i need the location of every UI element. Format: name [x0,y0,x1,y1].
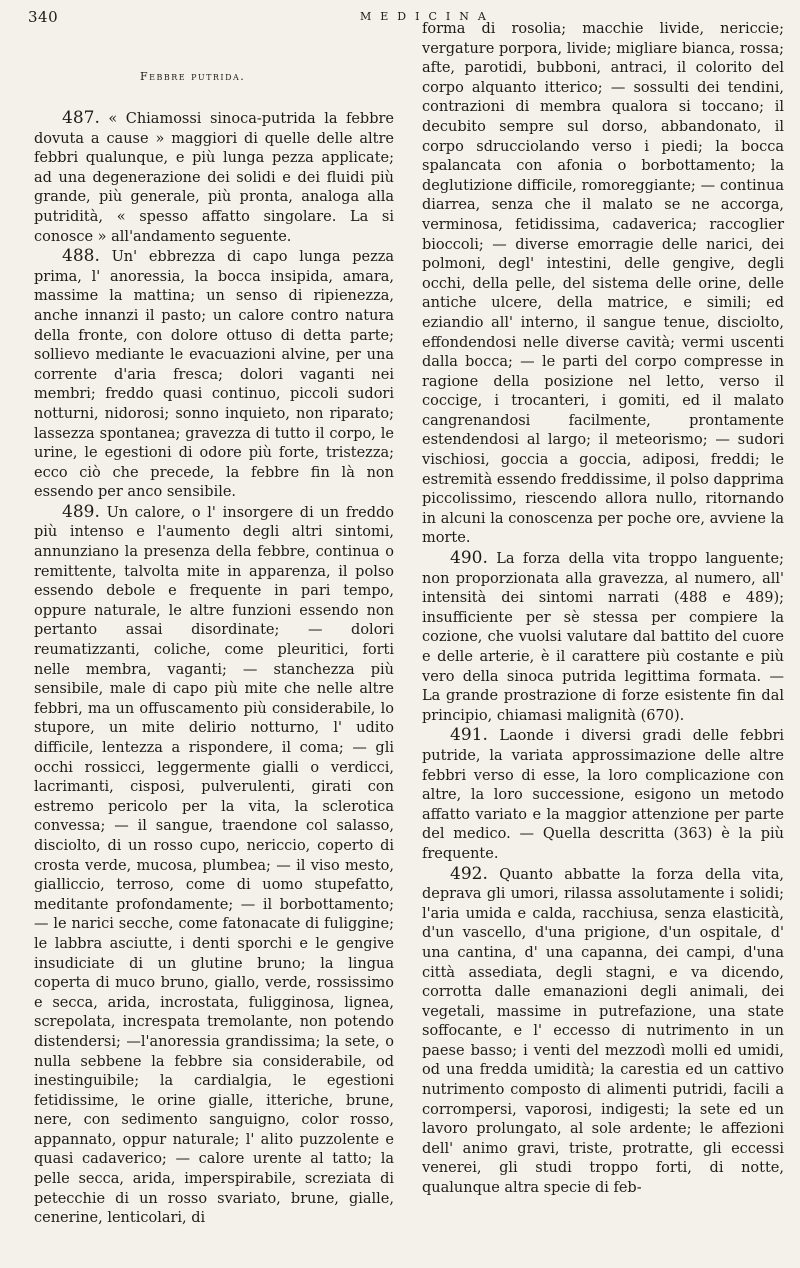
paragraph [422,865,784,1199]
left-column [34,70,394,1229]
paragraph [422,549,784,726]
paragraph-text: Un' ebbrezza di capo lunga pezza prima, l' anoressia, la bocca insipida, amara, massime la mattina; un senso di ripienezza, anche innanzi il pasto; un calore contro natura della fronte, con dolore ottuso di detta parte; sollievo mediante le evacuazioni alvine, per una corrente d'aria fresca; dolori vaganti nei membri; freddo quasi continuo, piccoli sudori notturni, nidorosi; sonno inquieto, non riparato; lassezza spontanea; gravezza di tutto il corpo, le urine, le egestioni di odore più forte, tristezza; ecco ciò che precede, la febbre fin là non essendo per anco sensibile. [34,249,394,501]
paragraph [34,503,394,1229]
paragraph-text: « Chiamossi sinoca-putrida la febbre dovuta a cause » maggiori di quelle delle altre febbri qualunque, e più lunga pezza applicate; ad una degenerazione dei solidi e dei fluidi più grande, più generale, più pronta, analoga alla putridità, « spesso affatto singolare. La si conosce » all'andamento seguente. [34,111,394,245]
paragraph [34,109,394,247]
paragraph-text: Laonde i diversi gradi delle febbri putride, la variata approssimazione delle altre febbri verso di esse, la loro complicazione con altre, la loro successione, esigono un metodo affatto variato e la maggior attenzione per parte del medico. — Quella descritta (363) è la più frequente. [422,728,785,862]
running-title: MEDICINA [360,10,495,23]
paragraph [422,726,784,864]
paragraph-number: 487. [62,108,100,128]
paragraph-number: 492. [450,863,488,884]
paragraph-number: 491. [450,725,488,746]
section-title: Febbre putrida. [140,70,246,83]
right-column [422,20,784,1199]
paragraph-text: forma di rosolia; macchie livide, nericcie; vergature porpora, livide; migliare bianca, rossa; afte, parotidi, bubboni, antraci, il colorito del corpo alquanto itterico; — sossulti dei tendini, contrazioni di membra qualora si toccano; il decubito sempre sul dorso, abbandonato, il corpo sdrucciolando verso i piedi; la bocca spalancata con afonia o borbottamento; la deglutizione difficile, romoreggiante; — continua diarrea, senza che il malato se ne accorga, verminosa, fetidissima, cadaverica; raccoglier bioccoli; — diverse emorragie delle narici, dei polmoni, degl' intestini, delle gengive, degli occhi, della pelle, del sistema delle orine, delle antiche ulcere, della matrice, e simili; ed eziandio all' interno, il sangue tenue, disciolto, effondendosi nelle diverse cavità; vermi uscenti dalla bocca; — le parti del corpo compresse in ragione della posizione nel letto, verso il coccige, i trocanteri, i gomiti, ed il malato cangrenandosi facilmente, prontamente estendendosi al largo; il meteorismo; — sudori vischiosi, goccia a goccia, adiposi, freddi; le estremità essendo freddissime, il polso dapprima piccolissimo, riescendo allora nullo, ritornando in alcuni la conoscenza per poche ore, avviene la morte. [422,21,784,547]
paragraph-number: 490. [450,548,488,569]
paragraph-text: Un calore, o l' insorgere di un freddo più intenso e l'aumento degli altri sintomi, annunziano la presenza della febbre, continua o remittente, talvolta mite in apparenza, il polso essendo debole e frequente in pari tempo, oppure naturale, le altre funzioni essendo non pertanto assai disordinate; — dolori reumatizzanti, coliche, come pleuritici, forti nelle membra, vaganti; — stanchezza più sensibile, male di capo più mite che nelle altre febbri, ma un offuscamento più considerabile, lo stupore, un mite delirio notturno, l' udito difficile, lentezza a rispondere, il coma; — gli occhi rossicci, leggermente gialli o verdicci, lacrimanti, cisposi, pulverulenti, girati con estremo pericolo per la vita, la sclerotica convessa; — il sangue, traendone col salasso, disciolto, di un rosso cupo, nericcio, coperto di crosta verde, mucosa, plumbea; — il viso mesto, gialliccio, terroso, come di uomo stupefatto, meditante profondamente; — il borbottamento; — le narici secche, come fatonacate di fuliggine; le labbra asciutte, i denti sporchi e le gengive insudiciate di un glutine bruno; la lingua coperta di muco bruno, giallo, verde, rossissimo e secca, arida, incrostata, fuligginosa, lignea, screpolata, increspata tremolante, non potendo distendersi; —l'anoressia grandissima; la sete, o nulla sebbene la febbre sia considerabile, od inestinguibile; la cardialgia, le egestioni fetidissime, le orine gialle, itteriche, brune, nere, con sedimento sanguigno, color rosso, appannato, oppur naturale; l' alito puzzolente e quasi cadaverico; — calore urente al tatto; la pelle secca, arida, imperspirabile, screziata di petecchie di un rosso svariato, brune, gialle, cenerine, lenticolari, di [34,504,394,1227]
paragraph-text: La forza della vita troppo languente; non proporzionata alla gravezza, al numero, all' intensità dei sintomi narrati (488 e 489); insufficiente per sè stessa per compiere la cozione, che vuolsi valutare dal battito del cuore e delle arterie, è il carattere più costante e più vero della sinoca putrida legittima formata. — La grande prostrazione di forze esistente fin dal principio, chiamasi malignità (670). [422,551,785,724]
paragraph-number: 489. [62,501,100,522]
paragraph-number: 488. [62,246,100,267]
paragraph-text: Quanto abbatte la forza della vita, deprava gli umori, rilassa assolutamente i solidi; l'aria umida e calda, racchiusa, senza elasticità, d'un vascello, d'una prigione, d'un ospitale, d' una cantina, d' una capanna, dei campi, d'una città assediata, degli stagni, e va dicendo, corrotta dalle emanazioni degli animali, dei vegetali, massime in putrefazione, una state soffocante, e l' eccesso di nutrimento in un paese basso; i venti del mezzodì molli ed umidi, od una fredda umidità; la carestia ed un cattivo nutrimento composto di alimenti putridi, facili a corrompersi, vaporosi, indigesti; la sete ed un lavoro prolungato, al sole ardente; le affezioni dell' animo gravi, triste, protratte, gli eccessi venerei, gli studi troppo forti, di notte, qualunque altra specie di feb- [422,866,785,1197]
page-number: 340 [28,8,59,26]
paragraph [34,247,394,503]
paragraph [422,20,784,549]
